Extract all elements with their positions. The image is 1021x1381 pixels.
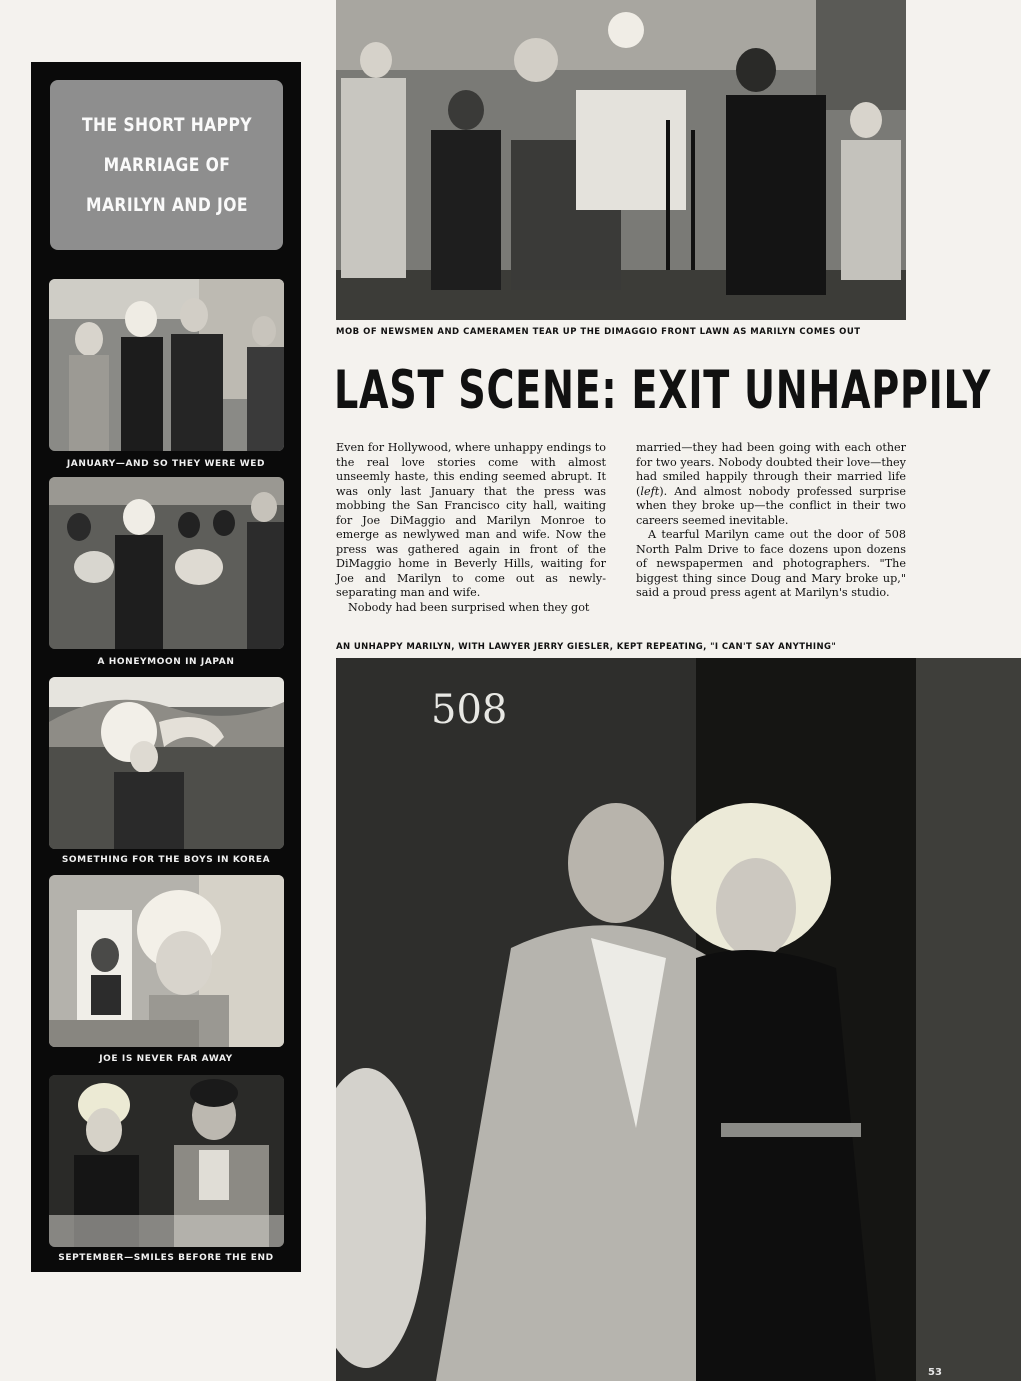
- caption-honeymoon: A HONEYMOON IN JAPAN: [97, 657, 235, 667]
- door-number: 508: [431, 687, 508, 733]
- article-column-2: [636, 441, 906, 601]
- main-photo-caption: AN UNHAPPY MARILYN, WITH LAWYER JERRY GIESLER, KEPT REPEATING, "I CAN'T SAY ANYTHING": [336, 642, 837, 652]
- photo-marilyn-giesler: [336, 658, 1021, 1381]
- article-paragraph: Even for Hollywood, where unhappy endings to the real love stories come with almost unseemly haste, this ending seemed abrupt. It was only last January that the press was mobbing the San Francisco city hall, waiting for Joe DiMaggio and Marilyn Monroe to emerge as newlywed man and wife. Now the press was gathered again in front of the DiMaggio home in Beverly Hills, waiting for Joe and Marilyn to come out as newly-separating man and wife.: [336, 441, 606, 599]
- article-paragraph: A tearful Marilyn came out the door of 508 North Palm Drive to face dozens upon dozens of newspapermen and photographers. "The biggest thing since Doug and Mary broke up," said a proud press agent at Marilyn's studio.: [636, 528, 906, 599]
- headline: LAST SCENE: EXIT UNHAPPILY: [334, 360, 992, 421]
- article-paragraph: married—they had been going with each other for two years. Nobody doubted their love—they had smiled happily through their married life (left). And almost nobody professed surprise when they broke up—the conflict in their two careers seemed inevitable.: [636, 441, 906, 527]
- page-number: 53: [928, 1367, 942, 1378]
- top-photo-caption: MOB OF NEWSMEN AND CAMERAMEN TEAR UP THE DIMAGGIO FRONT LAWN AS MARILYN COMES OUT: [336, 327, 861, 337]
- sidebar-title: THE SHORT HAPPY MARRIAGE OF MARILYN AND JOE: [81, 114, 252, 216]
- photo-september: [49, 1075, 284, 1247]
- photo-joe-near: [49, 875, 284, 1047]
- caption-korea: SOMETHING FOR THE BOYS IN KOREA: [61, 855, 271, 865]
- article-column-1: [336, 441, 606, 615]
- photo-korea: [49, 677, 284, 849]
- photo-honeymoon: [49, 477, 284, 649]
- article-paragraph: Nobody had been surprised when they got: [348, 600, 590, 614]
- caption-september: SEPTEMBER—SMILES BEFORE THE END: [58, 1253, 274, 1263]
- caption-january: JANUARY—AND SO THEY WERE WED: [66, 459, 266, 469]
- sidebar-title-box: [50, 80, 283, 250]
- sidebar-panel: [31, 62, 301, 1272]
- caption-joe-near: JOE IS NEVER FAR AWAY: [99, 1054, 233, 1064]
- photo-press-mob: [336, 0, 906, 320]
- photo-wedding: [49, 279, 284, 451]
